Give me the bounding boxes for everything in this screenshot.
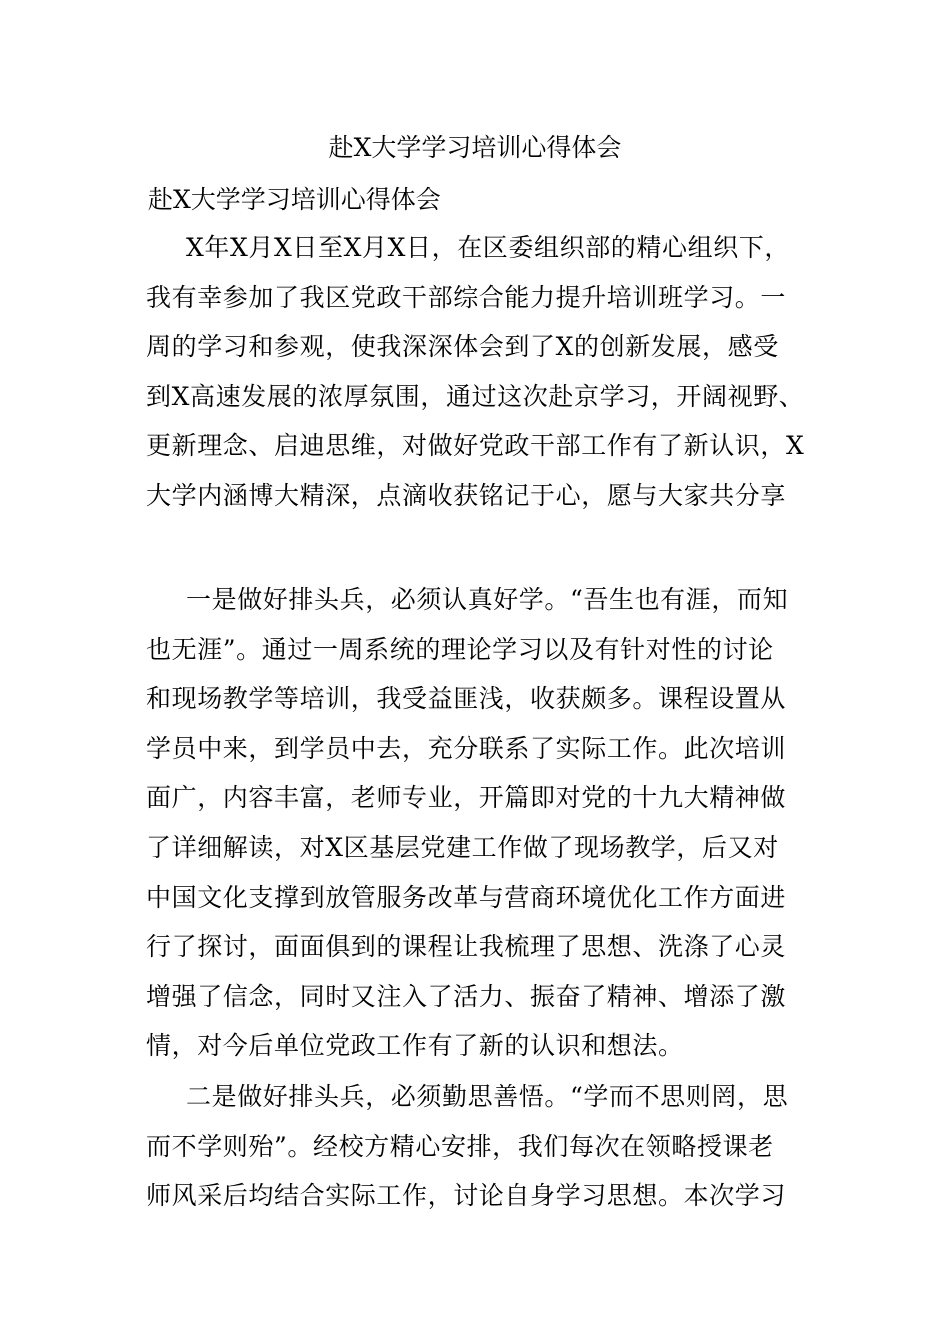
paragraph-line: 一是做好排头兵，必须认真好学。“吾生也有涯，而知 [186,585,789,614]
paragraph-point-one [146,575,816,1071]
paragraph-line: 二是做好排头兵，必须勤思善悟。“学而不思则罔，思 [186,1082,789,1111]
paragraph-line: 更新理念、启迪思维，对做好党政干部工作有了新认识，X [146,431,805,461]
paragraph-line: 师风采后均结合实际工作，讨论自身学习思想。本次学习 [146,1181,787,1211]
paragraph-line: 情，对今后单位党政工作有了新的认识和想法。 [146,1031,684,1061]
paragraph-line: 大学内涵博大精深，点滴收获铭记于心，愿与大家共分享 [146,480,787,510]
paragraph-line: 增强了信念，同时又注入了活力、振奋了精神、增添了激 [146,981,787,1011]
paragraph-line: 和现场教学等培训，我受益匪浅，收获颇多。课程设置从 [146,684,787,714]
paragraph-line: 学员中来，到学员中去，充分联系了实际工作。此次培训 [146,733,787,763]
paragraph-line: X年X月X日至X月X日，在区委组织部的精心组织下， [186,233,790,262]
document-subtitle: 赴X大学学习培训心得体会 [148,185,441,214]
paragraph-line: 行了探讨，面面俱到的课程让我梳理了思想、洗涤了心灵 [146,932,787,962]
paragraph-line: 周的学习和参观，使我深深体会到了X的创新发展，感受 [146,332,779,362]
paragraph-line: 了详细解读，对X区基层党建工作做了现场教学，后又对 [146,832,779,862]
paragraph-point-two [146,1072,816,1221]
paragraph-line: 我有幸参加了我区党政干部综合能力提升培训班学习。一 [146,282,787,312]
paragraph-line: 到X高速发展的浓厚氛围，通过这次赴京学习，开阔视野、 [146,381,805,411]
paragraph-intro [146,223,816,521]
paragraph-line: 而不学则殆”。经校方精心安排，我们每次在领略授课老 [146,1131,774,1161]
paragraph-line: 面广，内容丰富，老师专业，开篇即对党的十九大精神做 [146,783,787,813]
paragraph-line: 中国文化支撑到放管服务改革与营商环境优化工作方面进 [146,882,787,912]
document-title: 赴X大学学习培训心得体会 [328,133,622,162]
paragraph-line: 也无涯”。通过一周系统的理论学习以及有针对性的讨论 [146,634,774,664]
